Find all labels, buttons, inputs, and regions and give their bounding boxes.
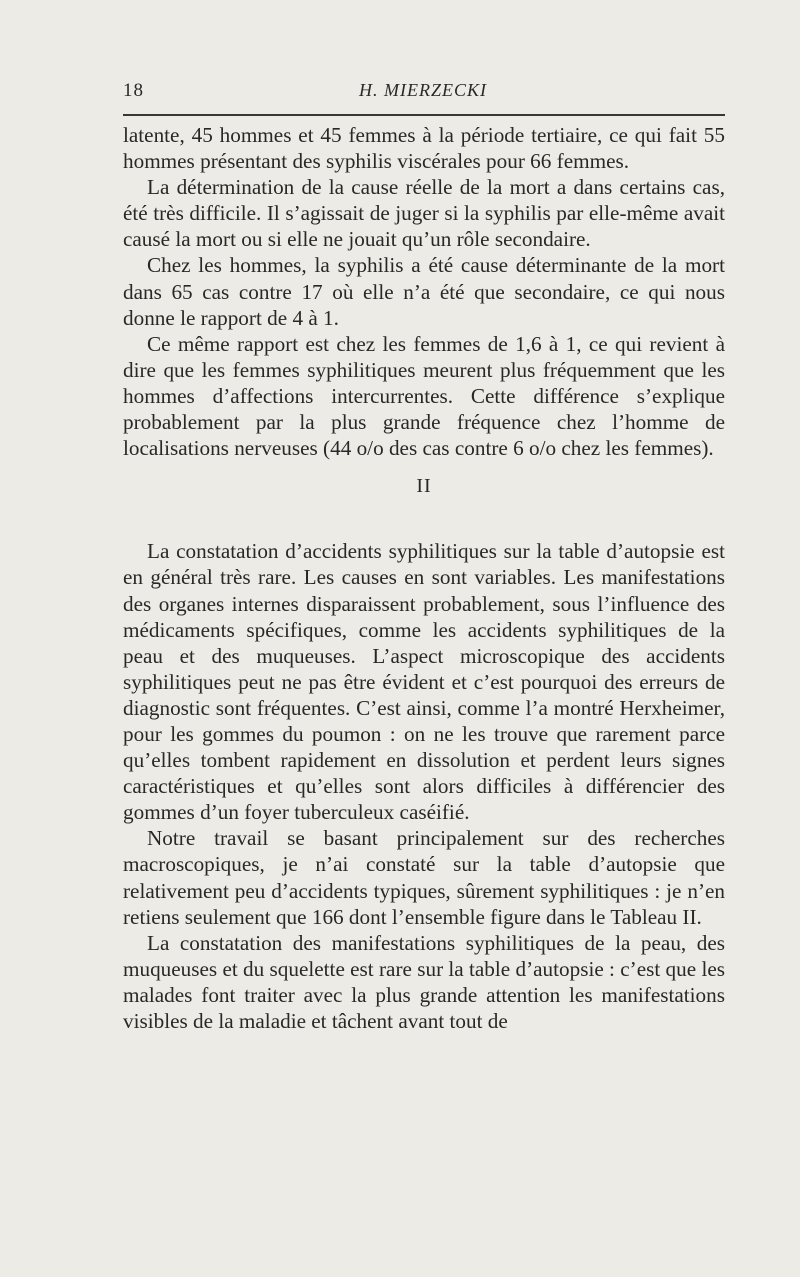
paragraph: Ce même rapport est chez les femmes de 1,6 à 1, ce qui revient à dire que les femmes syphilitiques meurent plus fréquemment que les hommes d’affections intercurrentes. Cette différence s’explique probablement par la plus grande fréquence chez l’homme de localisations nerveuses (44 o/o des cas contre 6 o/o chez les femmes). (123, 331, 725, 461)
paragraph: La constatation d’accidents syphilitiques sur la table d’autopsie est en général très rare. Les causes en sont variables. Les manifestations des organes internes disparaissent probablement, sous l’influence des médicaments spécifiques, comme les accidents syphilitiques de la peau et des muqueuses. L’aspect microscopique des accidents syphilitiques peut ne pas être évident et c’est pourquoi des erreurs de diagnostic sont fréquentes. C’est ainsi, comme l’a montré Herxheimer, pour les gommes du poumon : on ne les trouve que rarement parce qu’elles tombent rapidement en dissolution et perdent leurs signes caractéristiques et qu’elles sont alors difficiles à différencier des gommes d’un foyer tuberculeux caséifié. (123, 539, 725, 825)
running-head: H. MIERZECKI (359, 80, 487, 100)
page-header (123, 80, 723, 110)
paragraph: Chez les hommes, la syphilis a été cause déterminante de la mort dans 65 cas contre 17 où elle n’a été que secondaire, ce qui nous donne le rapport de 4 à 1. (123, 253, 725, 330)
paragraph: La détermination de la cause réelle de la mort a dans certains cas, été très difficile. Il s’agissait de juger si la syphilis par elle-même avait causé la mort ou si elle ne jouait qu’un rôle secondaire. (123, 175, 725, 252)
paragraph: La constatation des manifestations syphilitiques de la peau, des muqueuses et du squelette est rare sur la table d’autopsie : c’est que les malades font traiter avec la plus grande attention les manifestations visibles de la maladie et tâchent avant tout de (123, 930, 725, 1033)
header-rule (123, 114, 725, 116)
section-number: II (416, 475, 432, 498)
paragraph: latente, 45 hommes et 45 femmes à la période tertiaire, ce qui fait 55 hommes présentant des syphilis viscérales pour 66 femmes. (123, 123, 725, 174)
page-number: 18 (123, 80, 144, 101)
body-text (123, 122, 725, 1034)
paragraph: Notre travail se basant principalement sur des recherches macroscopiques, je n’ai constaté sur la table d’autopsie que relativement peu d’accidents typiques, sûrement syphilitiques : je n’en retiens seulement que 166 dont l’ensemble figure dans le Tableau II. (123, 826, 725, 929)
